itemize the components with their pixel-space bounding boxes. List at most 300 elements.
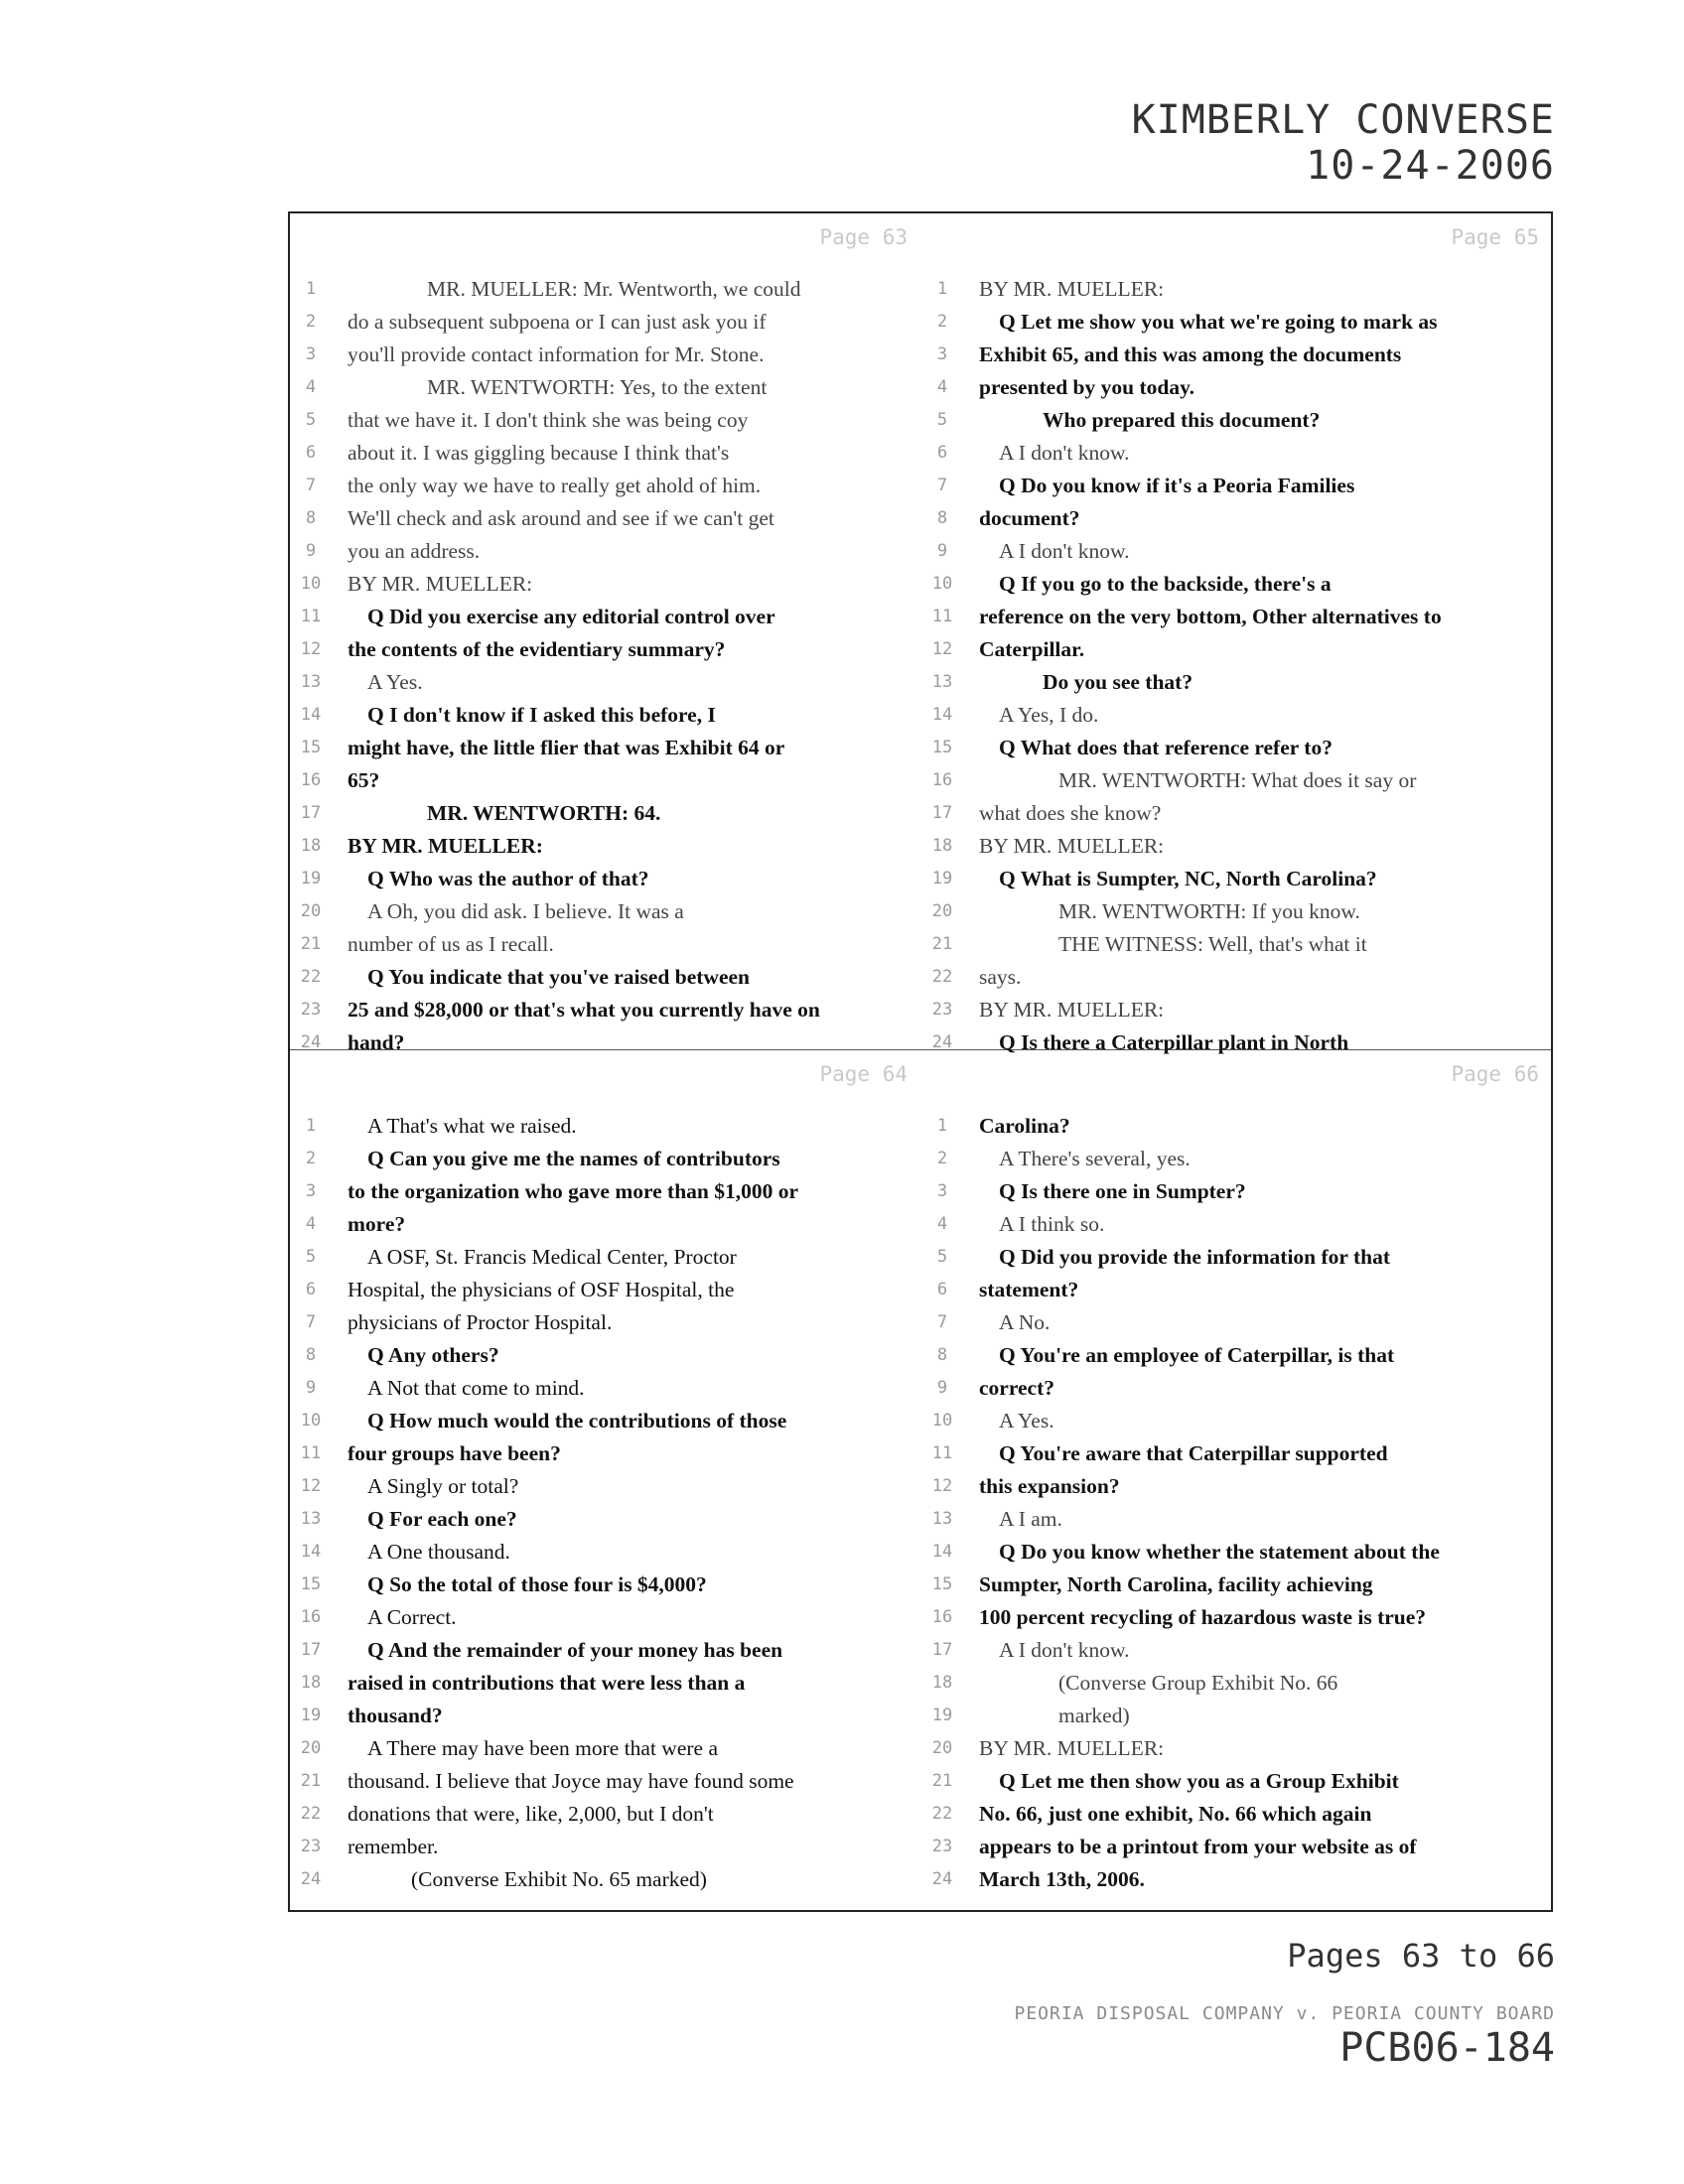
line-number: 3	[305, 344, 317, 364]
transcript-line	[921, 830, 1551, 863]
transcript-line	[290, 306, 919, 339]
line-number: 9	[936, 1378, 948, 1398]
transcript-line	[290, 633, 919, 666]
transcript-line	[921, 863, 1551, 895]
transcript-line	[290, 1274, 919, 1306]
deposition-date: 10-24-2006	[1306, 143, 1555, 189]
line-number: 12	[300, 639, 322, 659]
transcript-line	[290, 732, 919, 764]
line-text: A Oh, you did ask. I believe. It was a	[367, 899, 684, 923]
line-number: 15	[931, 738, 953, 757]
transcript-line	[921, 568, 1551, 601]
transcript-line	[921, 1437, 1551, 1470]
line-text: Q Can you give me the names of contributors	[367, 1147, 780, 1170]
transcript-line	[921, 1732, 1551, 1765]
line-text: BY MR. MUELLER:	[979, 277, 1165, 301]
case-title: PEORIA DISPOSAL COMPANY v. PEORIA COUNTY BOARD	[1014, 2003, 1555, 2024]
line-text: Q You're aware that Caterpillar supported	[999, 1441, 1388, 1465]
page-lines	[290, 1110, 919, 1896]
line-text: Q For each one?	[367, 1507, 517, 1531]
line-number: 13	[931, 672, 953, 692]
witness-name: KIMBERLY CONVERSE	[1131, 97, 1555, 143]
line-number: 2	[305, 312, 317, 332]
line-number: 22	[300, 1804, 322, 1824]
line-text: A There's several, yes.	[999, 1147, 1191, 1170]
transcript-line	[290, 1536, 919, 1569]
page-lines	[921, 273, 1551, 1059]
line-text: We'll check and ask around and see if we can't get	[348, 506, 774, 530]
transcript-line	[290, 797, 919, 830]
line-number: 6	[305, 1280, 317, 1299]
docket-number: PCB06-184	[1339, 2025, 1555, 2071]
line-text: A I don't know.	[999, 441, 1130, 465]
line-number: 20	[931, 901, 953, 921]
line-text: Q So the total of those four is $4,000?	[367, 1572, 707, 1596]
transcript-line	[921, 1175, 1551, 1208]
line-number: 7	[936, 1312, 948, 1332]
line-text: that we have it. I don't think she was being coy	[348, 408, 749, 432]
transcript-line	[921, 928, 1551, 961]
line-text: Q Any others?	[367, 1343, 499, 1367]
transcript-line	[921, 1110, 1551, 1143]
line-text: Q And the remainder of your money has been	[367, 1638, 783, 1662]
transcript-line	[921, 1601, 1551, 1634]
line-text: A Not that come to mind.	[367, 1376, 585, 1400]
line-number: 19	[931, 1706, 953, 1725]
line-text: what does she know?	[979, 801, 1162, 825]
line-text: No. 66, just one exhibit, No. 66 which again	[979, 1802, 1372, 1826]
line-number: 14	[931, 1542, 953, 1562]
line-number: 1	[305, 279, 317, 299]
transcript-line	[290, 895, 919, 928]
line-text: reference on the very bottom, Other alternatives to	[979, 605, 1442, 628]
line-number: 1	[936, 279, 948, 299]
line-number: 11	[300, 1443, 322, 1463]
line-number: 7	[305, 1312, 317, 1332]
transcript-line	[290, 1667, 919, 1700]
transcript-line	[290, 830, 919, 863]
transcript-line	[290, 1110, 919, 1143]
line-text: Exhibit 65, and this was among the documents	[979, 342, 1402, 366]
line-number: 23	[300, 1000, 322, 1020]
line-text: Q Who was the author of that?	[367, 867, 649, 890]
line-text: Q Did you provide the information for that	[999, 1245, 1390, 1269]
transcript-line	[290, 1863, 919, 1896]
line-text: 100 percent recycling of hazardous waste is true?	[979, 1605, 1427, 1629]
transcript-line	[290, 1601, 919, 1634]
line-number: 11	[931, 607, 953, 626]
line-number: 22	[931, 967, 953, 987]
transcript-line	[921, 1503, 1551, 1536]
line-text: do a subsequent subpoena or I can just ask you if	[348, 310, 767, 334]
line-text: Hospital, the physicians of OSF Hospital, the	[348, 1278, 735, 1301]
page-label: Page 63	[819, 225, 908, 249]
line-text: Q Let me then show you as a Group Exhibit	[999, 1769, 1399, 1793]
line-text: Q How much would the contributions of those	[367, 1409, 787, 1433]
transcript-line	[290, 863, 919, 895]
transcript-frame	[288, 211, 1553, 1912]
line-number: 11	[931, 1443, 953, 1463]
transcript-line	[921, 1470, 1551, 1503]
transcript-line	[290, 1241, 919, 1274]
line-number: 16	[931, 1607, 953, 1627]
transcript-line	[290, 1503, 919, 1536]
line-text: Carolina?	[979, 1114, 1070, 1138]
line-number: 10	[300, 574, 322, 594]
line-text: BY MR. MUELLER:	[979, 1736, 1165, 1760]
transcript-line	[921, 764, 1551, 797]
transcript-line	[290, 1143, 919, 1175]
transcript-line	[290, 1208, 919, 1241]
line-text: thousand. I believe that Joyce may have found some	[348, 1769, 794, 1793]
line-text: raised in contributions that were less than a	[348, 1671, 746, 1695]
line-number: 13	[300, 672, 322, 692]
line-number: 3	[936, 344, 948, 364]
line-number: 1	[305, 1116, 317, 1136]
line-number: 20	[300, 1738, 322, 1758]
line-number: 6	[936, 1280, 948, 1299]
line-text: Q I don't know if I asked this before, I	[367, 703, 716, 727]
transcript-line	[290, 1372, 919, 1405]
line-number: 6	[305, 443, 317, 463]
transcript-line	[921, 1536, 1551, 1569]
line-text: the only way we have to really get ahold of him.	[348, 474, 762, 497]
line-text: A That's what we raised.	[367, 1114, 577, 1138]
line-text: Q Did you exercise any editorial control over	[367, 605, 775, 628]
page-label: Page 64	[819, 1062, 908, 1086]
line-text: Q If you go to the backside, there's a	[999, 572, 1332, 596]
line-text: A I don't know.	[999, 539, 1130, 563]
line-number: 13	[931, 1509, 953, 1529]
line-number: 17	[300, 1640, 322, 1660]
transcript-line	[290, 1831, 919, 1863]
transcript-line	[921, 273, 1551, 306]
page-label: Page 66	[1451, 1062, 1539, 1086]
transcript-line	[921, 470, 1551, 502]
line-text: Q Is there one in Sumpter?	[999, 1179, 1246, 1203]
line-number: 16	[300, 1607, 322, 1627]
line-number: 24	[931, 1032, 953, 1052]
transcript-page	[921, 1050, 1551, 1891]
line-text: you an address.	[348, 539, 481, 563]
line-text: appears to be a printout from your website as of	[979, 1835, 1417, 1858]
line-number: 1	[936, 1116, 948, 1136]
transcript-line	[290, 273, 919, 306]
line-number: 21	[300, 1771, 322, 1791]
transcript-line	[921, 1372, 1551, 1405]
line-number: 3	[305, 1181, 317, 1201]
line-text: Q Let me show you what we're going to mark as	[999, 310, 1438, 334]
line-text: MR. WENTWORTH: What does it say or	[1058, 768, 1417, 792]
line-text: THE WITNESS: Well, that's what it	[1058, 932, 1367, 956]
transcript-page	[921, 213, 1551, 1054]
line-number: 18	[300, 1673, 322, 1693]
line-number: 15	[931, 1574, 953, 1594]
line-number: 17	[931, 803, 953, 823]
transcript-page	[290, 213, 919, 1054]
transcript-line	[921, 1405, 1551, 1437]
transcript-line	[921, 961, 1551, 994]
line-text: A No.	[999, 1310, 1051, 1334]
transcript-line	[290, 1405, 919, 1437]
line-text: A Yes.	[367, 670, 423, 694]
transcript-line	[921, 666, 1551, 699]
line-text: (Converse Exhibit No. 65 marked)	[411, 1867, 707, 1891]
line-text: to the organization who gave more than $1,000 or	[348, 1179, 799, 1203]
line-text: Q What is Sumpter, NC, North Carolina?	[999, 867, 1377, 890]
line-number: 6	[936, 443, 948, 463]
line-number: 18	[300, 836, 322, 856]
line-text: A Correct.	[367, 1605, 457, 1629]
line-text: Q Do you know if it's a Peoria Families	[999, 474, 1355, 497]
line-number: 14	[300, 1542, 322, 1562]
line-text: 65?	[348, 768, 380, 792]
transcript-line	[290, 1765, 919, 1798]
line-text: marked)	[1058, 1704, 1130, 1727]
line-text: says.	[979, 965, 1022, 989]
line-text: thousand?	[348, 1704, 443, 1727]
line-text: correct?	[979, 1376, 1054, 1400]
line-number: 12	[300, 1476, 322, 1496]
line-text: more?	[348, 1212, 406, 1236]
transcript-line	[921, 1863, 1551, 1896]
line-text: Q What does that reference refer to?	[999, 736, 1333, 759]
line-number: 2	[936, 312, 948, 332]
line-number: 4	[936, 1214, 948, 1234]
line-number: 8	[936, 1345, 948, 1365]
line-text: A OSF, St. Francis Medical Center, Proctor	[367, 1245, 737, 1269]
line-number: 23	[931, 1837, 953, 1856]
line-text: Who prepared this document?	[1043, 408, 1321, 432]
line-text: A I don't know.	[999, 1638, 1130, 1662]
transcript-line	[921, 994, 1551, 1026]
line-text: remember.	[348, 1835, 439, 1858]
line-text: A Yes, I do.	[999, 703, 1099, 727]
line-text: number of us as I recall.	[348, 932, 554, 956]
transcript-line	[921, 895, 1551, 928]
line-text: MR. WENTWORTH: If you know.	[1058, 899, 1360, 923]
transcript-line	[921, 306, 1551, 339]
line-number: 9	[936, 541, 948, 561]
line-number: 22	[300, 967, 322, 987]
line-text: 25 and $28,000 or that's what you currently have on	[348, 998, 820, 1022]
transcript-line	[921, 339, 1551, 371]
transcript-line	[921, 502, 1551, 535]
line-number: 19	[931, 869, 953, 888]
line-text: hand?	[348, 1030, 405, 1054]
transcript-line	[290, 994, 919, 1026]
line-number: 23	[931, 1000, 953, 1020]
line-number: 3	[936, 1181, 948, 1201]
line-number: 8	[305, 508, 317, 528]
line-number: 21	[931, 934, 953, 954]
line-number: 18	[931, 836, 953, 856]
line-number: 5	[305, 1247, 317, 1267]
transcript-line	[921, 633, 1551, 666]
line-text: A Yes.	[999, 1409, 1054, 1433]
line-text: four groups have been?	[348, 1441, 561, 1465]
line-number: 8	[936, 508, 948, 528]
line-number: 24	[931, 1869, 953, 1889]
line-text: Do you see that?	[1043, 670, 1193, 694]
transcript-line	[290, 1798, 919, 1831]
line-number: 20	[300, 901, 322, 921]
line-number: 20	[931, 1738, 953, 1758]
line-text: MR. WENTWORTH: Yes, to the extent	[427, 375, 768, 399]
line-text: the contents of the evidentiary summary?	[348, 637, 726, 661]
transcript-line	[921, 1765, 1551, 1798]
transcript-line	[921, 1339, 1551, 1372]
line-text: MR. MUELLER: Mr. Wentworth, we could	[427, 277, 801, 301]
transcript-line	[921, 371, 1551, 404]
line-number: 10	[931, 574, 953, 594]
line-number: 2	[305, 1149, 317, 1168]
transcript-line	[290, 470, 919, 502]
line-number: 19	[300, 1706, 322, 1725]
transcript-line	[290, 1306, 919, 1339]
line-text: about it. I was giggling because I think that's	[348, 441, 730, 465]
line-text: Q You indicate that you've raised between	[367, 965, 750, 989]
line-number: 10	[300, 1411, 322, 1431]
line-text: March 13th, 2006.	[979, 1867, 1145, 1891]
line-number: 17	[931, 1640, 953, 1660]
line-text: this expansion?	[979, 1474, 1120, 1498]
transcript-line	[290, 666, 919, 699]
transcript-line	[290, 568, 919, 601]
transcript-line	[921, 1143, 1551, 1175]
transcript-line	[290, 1470, 919, 1503]
line-number: 15	[300, 738, 322, 757]
transcript-line	[921, 1306, 1551, 1339]
transcript-line	[290, 404, 919, 437]
line-number: 12	[931, 1476, 953, 1496]
transcript-line	[921, 1208, 1551, 1241]
line-number: 7	[305, 476, 317, 495]
line-text: Q Do you know whether the statement about the	[999, 1540, 1440, 1564]
line-number: 14	[931, 705, 953, 725]
line-number: 23	[300, 1837, 322, 1856]
line-number: 19	[300, 869, 322, 888]
transcript-line	[290, 601, 919, 633]
line-text: A Singly or total?	[367, 1474, 519, 1498]
transcript-line	[290, 764, 919, 797]
line-number: 13	[300, 1509, 322, 1529]
transcript-line	[290, 961, 919, 994]
line-number: 16	[300, 770, 322, 790]
line-number: 21	[300, 934, 322, 954]
line-number: 24	[300, 1032, 322, 1052]
transcript-line	[290, 339, 919, 371]
transcript-line	[290, 437, 919, 470]
transcript-line	[290, 928, 919, 961]
line-text: BY MR. MUELLER:	[979, 834, 1165, 858]
line-text: document?	[979, 506, 1080, 530]
page-range: Pages 63 to 66	[1287, 1937, 1555, 1975]
line-text: Caterpillar.	[979, 637, 1085, 661]
transcript-line	[921, 1700, 1551, 1732]
line-number: 9	[305, 541, 317, 561]
line-number: 7	[936, 476, 948, 495]
line-number: 21	[931, 1771, 953, 1791]
line-text: (Converse Group Exhibit No. 66	[1058, 1671, 1338, 1695]
line-text: A One thousand.	[367, 1540, 510, 1564]
transcript-line	[921, 535, 1551, 568]
line-number: 8	[305, 1345, 317, 1365]
line-text: physicians of Proctor Hospital.	[348, 1310, 613, 1334]
transcript-line	[921, 1831, 1551, 1863]
line-number: 16	[931, 770, 953, 790]
line-text: presented by you today.	[979, 375, 1195, 399]
line-number: 24	[300, 1869, 322, 1889]
transcript-line	[921, 732, 1551, 764]
line-text: A I am.	[999, 1507, 1062, 1531]
line-text: statement?	[979, 1278, 1079, 1301]
line-text: Sumpter, North Carolina, facility achieving	[979, 1572, 1373, 1596]
transcript-line	[290, 1634, 919, 1667]
transcript-line	[290, 535, 919, 568]
page-lines	[290, 273, 919, 1059]
transcript-line	[921, 601, 1551, 633]
line-text: might have, the little flier that was Exhibit 64 or	[348, 736, 785, 759]
transcript-line	[290, 502, 919, 535]
page-lines	[921, 1110, 1551, 1896]
transcript-line	[921, 404, 1551, 437]
transcript-line	[290, 1437, 919, 1470]
line-number: 11	[300, 607, 322, 626]
line-text: BY MR. MUELLER:	[348, 834, 543, 858]
line-number: 4	[936, 377, 948, 397]
line-number: 9	[305, 1378, 317, 1398]
transcript-page	[290, 1050, 919, 1891]
line-number: 5	[936, 410, 948, 430]
transcript-line	[290, 699, 919, 732]
line-text: donations that were, like, 2,000, but I don't	[348, 1802, 714, 1826]
transcript-line	[290, 1175, 919, 1208]
line-number: 4	[305, 377, 317, 397]
transcript-line	[921, 1569, 1551, 1601]
transcript-line	[921, 1798, 1551, 1831]
transcript-line	[921, 699, 1551, 732]
transcript-line	[290, 1732, 919, 1765]
line-number: 5	[305, 410, 317, 430]
line-text: Q Is there a Caterpillar plant in North	[999, 1030, 1349, 1054]
line-number: 18	[931, 1673, 953, 1693]
line-number: 2	[936, 1149, 948, 1168]
transcript-line	[921, 797, 1551, 830]
line-number: 15	[300, 1574, 322, 1594]
line-text: BY MR. MUELLER:	[979, 998, 1165, 1022]
line-text: BY MR. MUELLER:	[348, 572, 533, 596]
transcript-line	[290, 1700, 919, 1732]
transcript-line	[921, 1634, 1551, 1667]
transcript-line	[921, 1274, 1551, 1306]
line-number: 12	[931, 639, 953, 659]
line-number: 5	[936, 1247, 948, 1267]
line-text: MR. WENTWORTH: 64.	[427, 801, 661, 825]
transcript-line	[290, 371, 919, 404]
transcript-line	[921, 1241, 1551, 1274]
line-text: you'll provide contact information for Mr. Stone.	[348, 342, 765, 366]
line-text: A There may have been more that were a	[367, 1736, 718, 1760]
page-label: Page 65	[1451, 225, 1539, 249]
line-number: 14	[300, 705, 322, 725]
transcript-line	[290, 1339, 919, 1372]
transcript-line	[921, 437, 1551, 470]
line-text: A I think so.	[999, 1212, 1105, 1236]
transcript-line	[290, 1569, 919, 1601]
line-number: 4	[305, 1214, 317, 1234]
line-number: 22	[931, 1804, 953, 1824]
